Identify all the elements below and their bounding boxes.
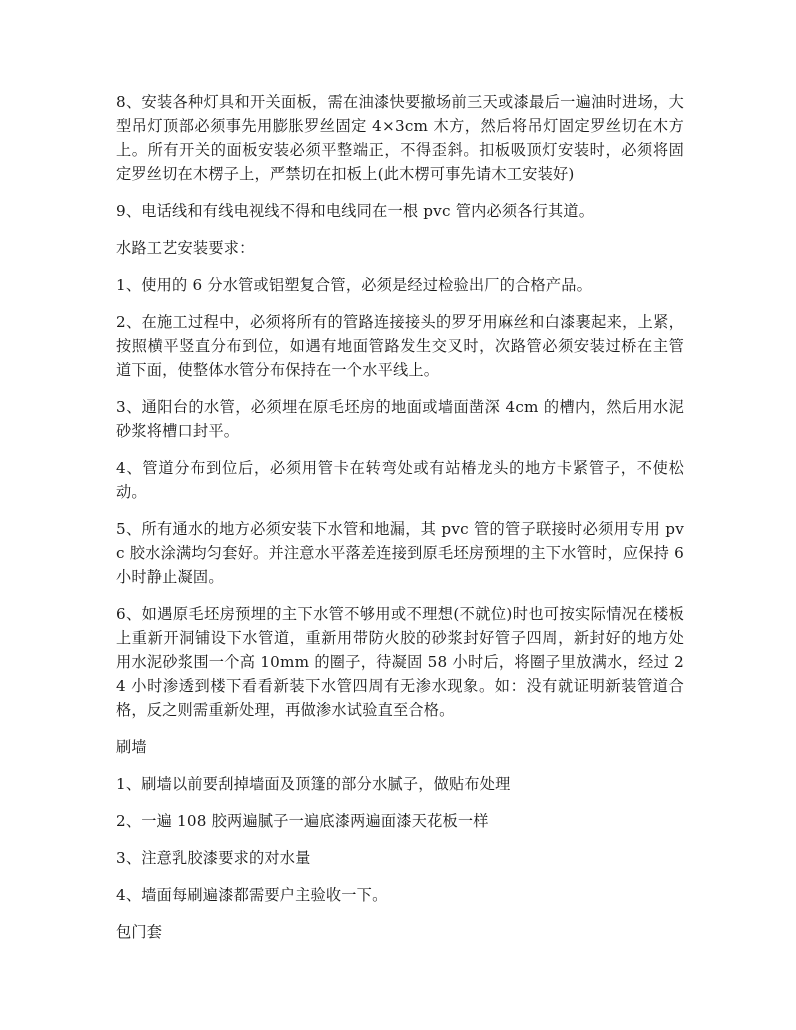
paragraph-painting-2: 2、一遍 108 胶两遍腻子一遍底漆两遍面漆天花板一样: [116, 812, 489, 830]
section-heading-wall-painting: 刷墙: [116, 738, 147, 756]
document-body: [116, 90, 684, 957]
paragraph-plumbing-2: 2、在施工过程中，必须将所有的管路连接接头的罗牙用麻丝和白漆裹起来，上紧，按照横平竖直分布到位，如遇有地面管路发生交叉时，次路管必须安装过桥在主管道下面，使整体水管分布保持在一个水平线上。: [116, 313, 684, 379]
paragraph-plumbing-1: 1、使用的 6 分水管或铝塑复合管，必须是经过检验出厂的合格产品。: [116, 276, 593, 294]
paragraph-plumbing-5: 5、所有通水的地方必须安装下水管和地漏，其 pvc 管的管子联接时必须用专用 pvc 胶水涂满均匀套好。并注意水平落差连接到原毛坯房预埋的主下水管时，应保持 6 小时静止凝固。: [116, 520, 684, 586]
paragraph-item-9-wiring: 9、电话线和有线电视线不得和电线同在一根 pvc 管内必须各行其道。: [116, 202, 595, 220]
section-heading-plumbing: 水路工艺安装要求：: [116, 239, 255, 257]
paragraph-painting-3: 3、注意乳胶漆要求的对水量: [116, 849, 311, 867]
paragraph-plumbing-6: 6、如遇原毛坯房预埋的主下水管不够用或不理想(不就位)时也可按实际情况在楼板上重新开洞铺设下水管道，重新用带防火胶的砂浆封好管子四周，新封好的地方处用水泥砂浆围一个高 10mm 的圈子，待凝固 58 小时后，将圈子里放满水，经过 24 小时渗透到楼下看看新装下水管四周有无渗水现象。如：没有就证明新装管道合格，反之则需重新处理，再做渗水试验直至合格。: [116, 605, 684, 719]
paragraph-item-8-lighting: 8、安装各种灯具和开关面板，需在油漆快要撤场前三天或漆最后一遍油时进场，大型吊灯顶部必须事先用膨胀罗丝固定 4×3cm 木方，然后将吊灯固定罗丝切在木方上。所有开关的面板安装必须平整端正，不得歪斜。扣板吸顶灯安装时，必须将固定罗丝切在木楞子上，严禁切在扣板上(此木楞可事先请木工安装好): [116, 93, 684, 183]
section-heading-door-frame: 包门套: [116, 923, 163, 941]
paragraph-painting-1: 1、刷墙以前要刮掉墙面及顶篷的部分水腻子，做贴布处理: [116, 775, 511, 793]
paragraph-painting-4: 4、墙面每刷遍漆都需要户主验收一下。: [116, 886, 388, 904]
paragraph-plumbing-3: 3、通阳台的水管，必须埋在原毛坯房的地面或墙面凿深 4cm 的槽内，然后用水泥砂浆将槽口封平。: [116, 398, 684, 440]
paragraph-plumbing-4: 4、管道分布到位后，必须用管卡在转弯处或有站椿龙头的地方卡紧管子，不使松动。: [116, 459, 684, 501]
